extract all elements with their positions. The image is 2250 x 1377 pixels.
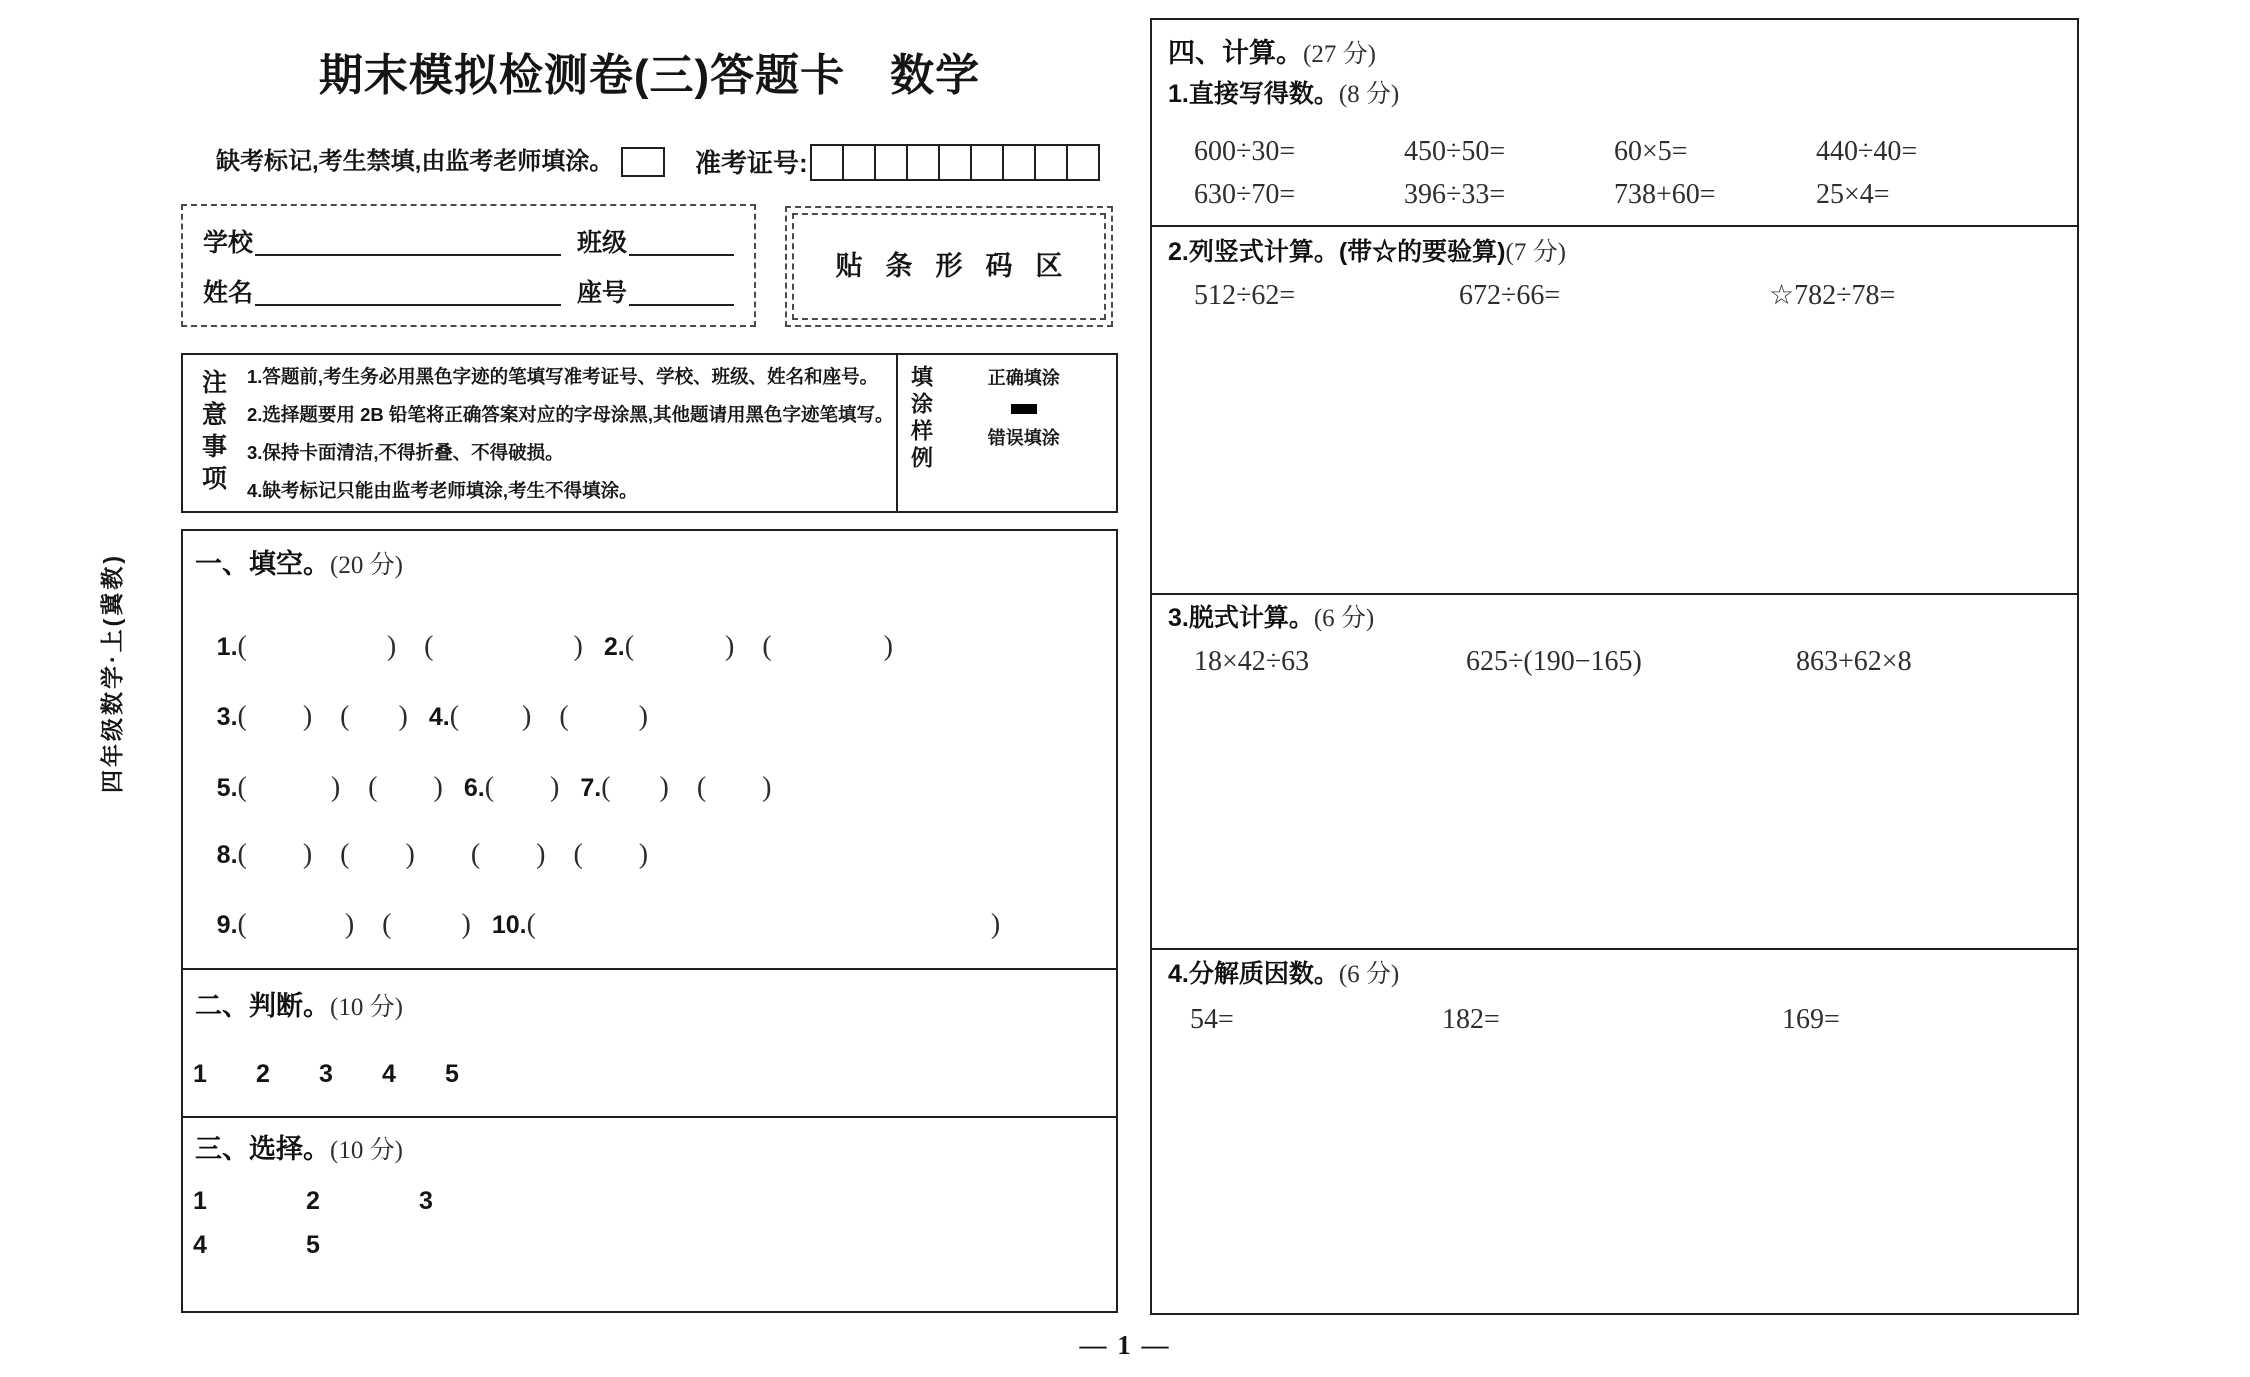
math-expression[interactable]: 863+62×8 — [1796, 646, 1912, 677]
question-number: 10. — [491, 911, 527, 939]
fill-row — [190, 756, 772, 820]
subsection-title — [1168, 606, 1374, 631]
question-number: 3. — [216, 703, 238, 731]
admission-ticket-label: 准考证号: — [695, 147, 808, 178]
choice-number-row — [193, 1233, 419, 1258]
section-points: (10 分) — [330, 994, 403, 1021]
absent-mark-row — [216, 147, 665, 177]
correct-fill-label: 正确填涂 — [987, 368, 1060, 388]
subsection-points: (6 分) — [1313, 605, 1375, 632]
section-choice — [181, 1116, 1118, 1313]
judge-number[interactable]: 3 — [319, 1060, 333, 1088]
blank-group[interactable]: ( ) ( ) — [237, 701, 429, 732]
blank-group[interactable]: ( ) ( ) — [624, 631, 893, 662]
fill-sample-heading: 填涂样例 — [908, 365, 934, 473]
direct-calc-row — [1168, 181, 1890, 209]
choice-number[interactable]: 2 — [306, 1187, 320, 1215]
judge-number[interactable]: 1 — [193, 1060, 207, 1088]
subsection-title-text: 2.列竖式计算。(带☆的要验算) — [1168, 238, 1506, 266]
section-title-text: 二、判断。 — [195, 991, 330, 1021]
section-divider — [1152, 593, 2077, 595]
blank-group[interactable]: ( ) ( ) — [449, 701, 648, 732]
math-expression[interactable]: 18×42÷63 — [1194, 646, 1310, 677]
subsection-points: (6 分) — [1338, 961, 1400, 988]
section-calc — [1150, 18, 2079, 1315]
section-title-text: 四、计算。 — [1168, 38, 1303, 68]
fill-sample-body — [932, 365, 1116, 505]
class-underline[interactable] — [629, 227, 734, 256]
question-number: 7. — [580, 774, 602, 802]
notice-item: 4.缺考标记只能由监考老师填涂,考生不得填涂。 — [247, 480, 638, 502]
barcode-area-label: 贴条形码区 — [835, 251, 1086, 281]
math-expression[interactable]: 450÷50= — [1404, 136, 1506, 167]
ticket-cell[interactable] — [1066, 144, 1100, 181]
question-number: 4. — [428, 703, 450, 731]
fill-row — [190, 823, 648, 887]
section-title — [195, 1136, 403, 1163]
section-title — [195, 993, 403, 1020]
blank-group[interactable]: ( ) ( ) — [601, 772, 772, 803]
barcode-area-inner — [792, 213, 1106, 320]
math-expression[interactable]: 169= — [1782, 1004, 1840, 1035]
blank-group[interactable]: ( ) ( ) — [237, 631, 604, 662]
student-info-box — [181, 204, 756, 327]
choice-number[interactable]: 4 — [193, 1231, 207, 1259]
section-title-text: 一、填空。 — [195, 549, 330, 579]
math-expression[interactable]: 600÷30= — [1194, 136, 1296, 167]
blank-group[interactable]: ( ) — [526, 909, 1001, 940]
math-expression[interactable]: ☆782÷78= — [1769, 280, 1896, 311]
section-title — [1168, 40, 1376, 67]
math-expression[interactable]: 60×5= — [1614, 136, 1688, 167]
stepwise-calc-row — [1168, 648, 1912, 676]
wrong-fill-label: 错误填涂 — [987, 428, 1060, 448]
section-points: (27 分) — [1303, 41, 1376, 68]
notice-item-list — [241, 355, 896, 511]
judge-number[interactable]: 4 — [382, 1060, 396, 1088]
section-points: (10 分) — [330, 1137, 403, 1164]
math-expression[interactable]: 625÷(190−165) — [1466, 646, 1642, 677]
choice-number-row — [193, 1189, 532, 1214]
notice-box — [181, 353, 1118, 513]
edition-sidebar-text: 四年级数学·上(冀教) — [99, 553, 125, 793]
school-label: 学校 — [203, 228, 254, 257]
math-expression[interactable]: 512÷62= — [1194, 280, 1296, 311]
subsection-title-text: 4.分解质因数。 — [1168, 960, 1339, 988]
section-fill-blanks — [181, 529, 1118, 970]
barcode-area — [785, 206, 1113, 327]
notice-item: 3.保持卡面清洁,不得折叠、不得破损。 — [247, 442, 564, 464]
class-label: 班级 — [576, 228, 627, 257]
math-expression[interactable]: 25×4= — [1816, 179, 1890, 210]
admission-ticket-row — [695, 144, 1100, 181]
question-number: 5. — [216, 774, 238, 802]
blank-group[interactable]: ( ) ( ) ( ) ( ) — [237, 839, 649, 870]
section-title — [195, 551, 403, 578]
school-underline[interactable] — [255, 227, 561, 256]
fill-row — [190, 615, 893, 679]
name-label: 姓名 — [203, 279, 254, 308]
page-title: 期末模拟检测卷(三)答题卡 数学 — [318, 51, 981, 100]
math-expression[interactable]: 630÷70= — [1194, 179, 1296, 210]
ticket-cell[interactable] — [810, 144, 844, 181]
subsection-title — [1168, 240, 1566, 265]
section-points: (20 分) — [330, 552, 403, 579]
name-underline[interactable] — [255, 277, 561, 306]
subsection-title-text: 1.直接写得数。 — [1168, 80, 1339, 108]
vertical-calc-row — [1168, 282, 1895, 310]
ticket-cell[interactable] — [1002, 144, 1036, 181]
math-expression[interactable]: 182= — [1442, 1004, 1500, 1035]
ticket-cell[interactable] — [842, 144, 876, 181]
fill-row — [190, 893, 1000, 957]
subsection-points: (8 分) — [1338, 81, 1400, 108]
section-divider — [1152, 225, 2077, 227]
absent-mark-box[interactable] — [621, 147, 665, 177]
question-number: 6. — [463, 774, 485, 802]
choice-number[interactable]: 3 — [419, 1187, 433, 1215]
section-divider — [1152, 948, 2077, 950]
question-number: 9. — [216, 911, 238, 939]
info-row — [203, 227, 734, 256]
judge-number-row — [193, 1062, 508, 1087]
notice-item: 2.选择题要用 2B 铅笔将正确答案对应的字母涂黑,其他题请用黑色字迹笔填写。 — [247, 404, 894, 426]
direct-calc-row — [1168, 138, 1917, 166]
page-number: — 1 — — [1079, 1330, 1171, 1360]
correct-fill-mark — [1011, 404, 1037, 414]
subsection-points: (7 分) — [1505, 239, 1566, 266]
subsection-title — [1168, 82, 1399, 107]
question-number: 2. — [603, 633, 625, 661]
question-number: 1. — [216, 633, 238, 661]
blank-group[interactable]: ( ) ( ) — [237, 772, 464, 803]
judge-number[interactable]: 5 — [445, 1060, 459, 1088]
math-expression[interactable]: 738+60= — [1614, 179, 1716, 210]
choice-number[interactable]: 5 — [306, 1231, 320, 1259]
factorize-row — [1168, 1006, 1840, 1034]
math-expression[interactable]: 440÷40= — [1816, 136, 1918, 167]
notice-heading: 注意事项 — [198, 369, 227, 497]
section-title-text: 三、选择。 — [195, 1134, 330, 1164]
math-expression[interactable]: 54= — [1190, 1004, 1234, 1035]
subsection-title-text: 3.脱式计算。 — [1168, 604, 1314, 632]
seat-underline[interactable] — [629, 277, 734, 306]
judge-number[interactable]: 2 — [256, 1060, 270, 1088]
absent-mark-note: 缺考标记,考生禁填,由监考老师填涂。 — [216, 148, 614, 175]
ticket-cell[interactable] — [938, 144, 972, 181]
blank-group[interactable]: ( ) — [484, 772, 581, 803]
ticket-cell[interactable] — [970, 144, 1004, 181]
blank-group[interactable]: ( ) ( ) — [237, 909, 492, 940]
math-expression[interactable]: 672÷66= — [1459, 280, 1561, 311]
ticket-cell[interactable] — [906, 144, 940, 181]
choice-number[interactable]: 1 — [193, 1187, 207, 1215]
fill-row — [190, 685, 648, 749]
fill-sample-area — [896, 355, 1116, 511]
math-expression[interactable]: 396÷33= — [1404, 179, 1506, 210]
notice-item: 1.答题前,考生务必用黑色字迹的笔填写准考证号、学校、班级、姓名和座号。 — [247, 366, 879, 387]
ticket-cell[interactable] — [874, 144, 908, 181]
seat-label: 座号 — [576, 279, 627, 308]
info-row — [203, 277, 734, 306]
ticket-cell[interactable] — [1034, 144, 1068, 181]
question-number: 8. — [216, 841, 238, 869]
subsection-title — [1168, 962, 1399, 987]
section-judge — [181, 968, 1118, 1118]
